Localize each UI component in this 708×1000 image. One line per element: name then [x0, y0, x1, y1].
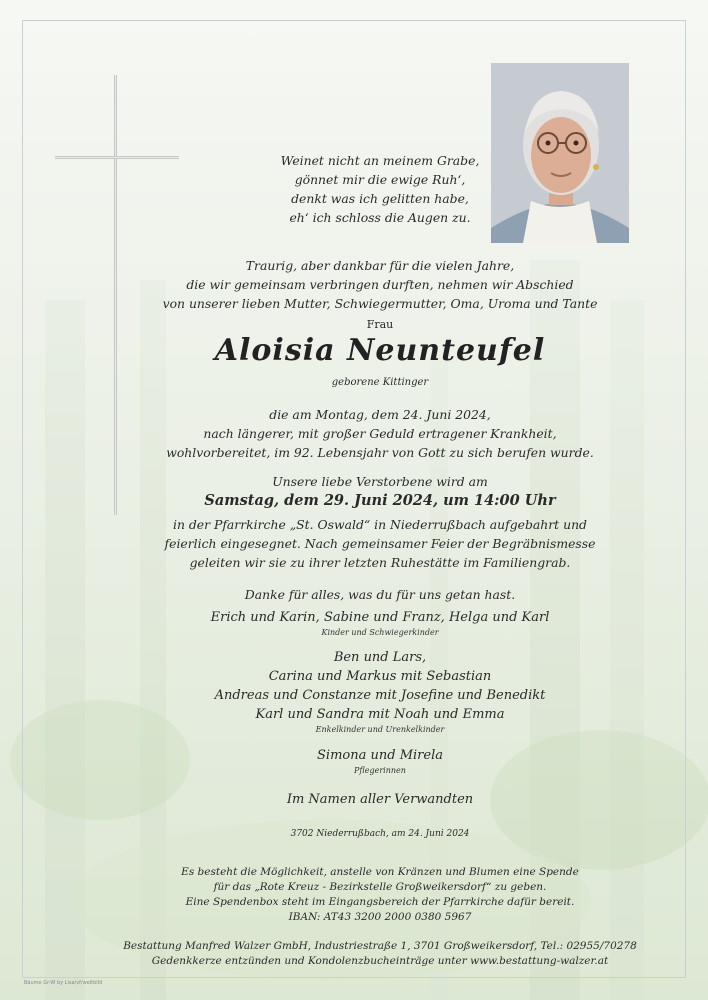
birth-name: geborene Kittinger	[331, 377, 429, 388]
funeral-detail-line: feierlich eingesegnet. Nach gemeinsamer Feier der Begräbnismesse	[164, 536, 596, 551]
deceased-name: Aloisia Neunteufel	[214, 333, 546, 368]
funeral-detail-line: in der Pfarrkirche „St. Oswald“ in Niederrußbach aufgebahrt und	[172, 517, 587, 532]
poem-line: denkt was ich gelitten habe,	[291, 191, 469, 206]
donation-line: Eine Spendenbox steht im Eingangsbereich der Pfarrkirche dafür bereit.	[185, 896, 575, 908]
salutation: Frau	[366, 318, 394, 331]
death-line: wohlvorbereitet, im 92. Lebensjahr von Gott zu sich berufen wurde.	[166, 445, 594, 460]
place-date: 3702 Niederrußbach, am 24. Juni 2024	[290, 829, 470, 839]
thanks-line: Danke für alles, was du für uns getan hast.	[244, 587, 516, 602]
donation-line: Es besteht die Möglichkeit, anstelle von Kränzen und Blumen eine Spende	[181, 866, 579, 878]
funeral-intro: Unsere liebe Verstorbene wird am	[272, 474, 488, 489]
intro-line: von unserer lieben Mutter, Schwiegermutter, Oma, Uroma und Tante	[162, 296, 598, 311]
funeral-date: Samstag, dem 29. Juni 2024, um 14:00 Uhr	[204, 492, 556, 509]
grandchildren-line: Ben und Lars,	[333, 650, 427, 665]
caregivers-label: Pflegerinnen	[354, 766, 406, 775]
obituary-text	[120, 0, 640, 1000]
donation-iban: IBAN: AT43 3200 2000 0380 5967	[288, 911, 472, 923]
death-line: die am Montag, dem 24. Juni 2024,	[269, 407, 491, 422]
relatives-line: Im Namen aller Verwandten	[286, 792, 474, 807]
caregivers-names: Simona und Mirela	[317, 748, 443, 763]
intro-line: Traurig, aber dankbar für die vielen Jahre,	[245, 258, 515, 273]
grandchildren-label: Enkelkinder und Urenkelkinder	[315, 725, 445, 734]
death-line: nach längerer, mit großer Geduld ertragener Krankheit,	[203, 426, 557, 441]
donation-line: für das „Rote Kreuz - Bezirkstelle Großweikersdorf“ zu geben.	[213, 881, 547, 893]
grandchildren-line: Carina und Markus mit Sebastian	[268, 669, 492, 684]
poem-line: eh‘ ich schloss die Augen zu.	[289, 210, 471, 225]
grandchildren-line: Andreas und Constanze mit Josefine und Benedikt	[214, 688, 546, 703]
undertaker-line: Bestattung Manfred Walzer GmbH, Industriestraße 1, 3701 Großweikersdorf, Tel.: 02955/70278	[123, 940, 637, 952]
grandchildren-line: Karl und Sandra mit Noah und Emma	[255, 707, 505, 722]
intro-line: die wir gemeinsam verbringen durften, nehmen wir Abschied	[186, 277, 574, 292]
poem-line: gönnet mir die ewige Ruh‘,	[294, 172, 466, 187]
funeral-detail-line: geleiten wir sie zu ihrer letzten Ruhestätte im Familiengrab.	[189, 555, 571, 570]
children-label: Kinder und Schwiegerkinder	[321, 628, 439, 637]
image-credit: Bäume Gr-W by Lisa/vf/weltbild	[24, 980, 103, 986]
undertaker-line: Gedenkkerze entzünden und Kondolenzbucheinträge unter www.bestattung-walzer.at	[151, 955, 609, 967]
poem-line: Weinet nicht an meinem Grabe,	[280, 153, 480, 168]
children-names: Erich und Karin, Sabine und Franz, Helga und Karl	[210, 610, 550, 625]
